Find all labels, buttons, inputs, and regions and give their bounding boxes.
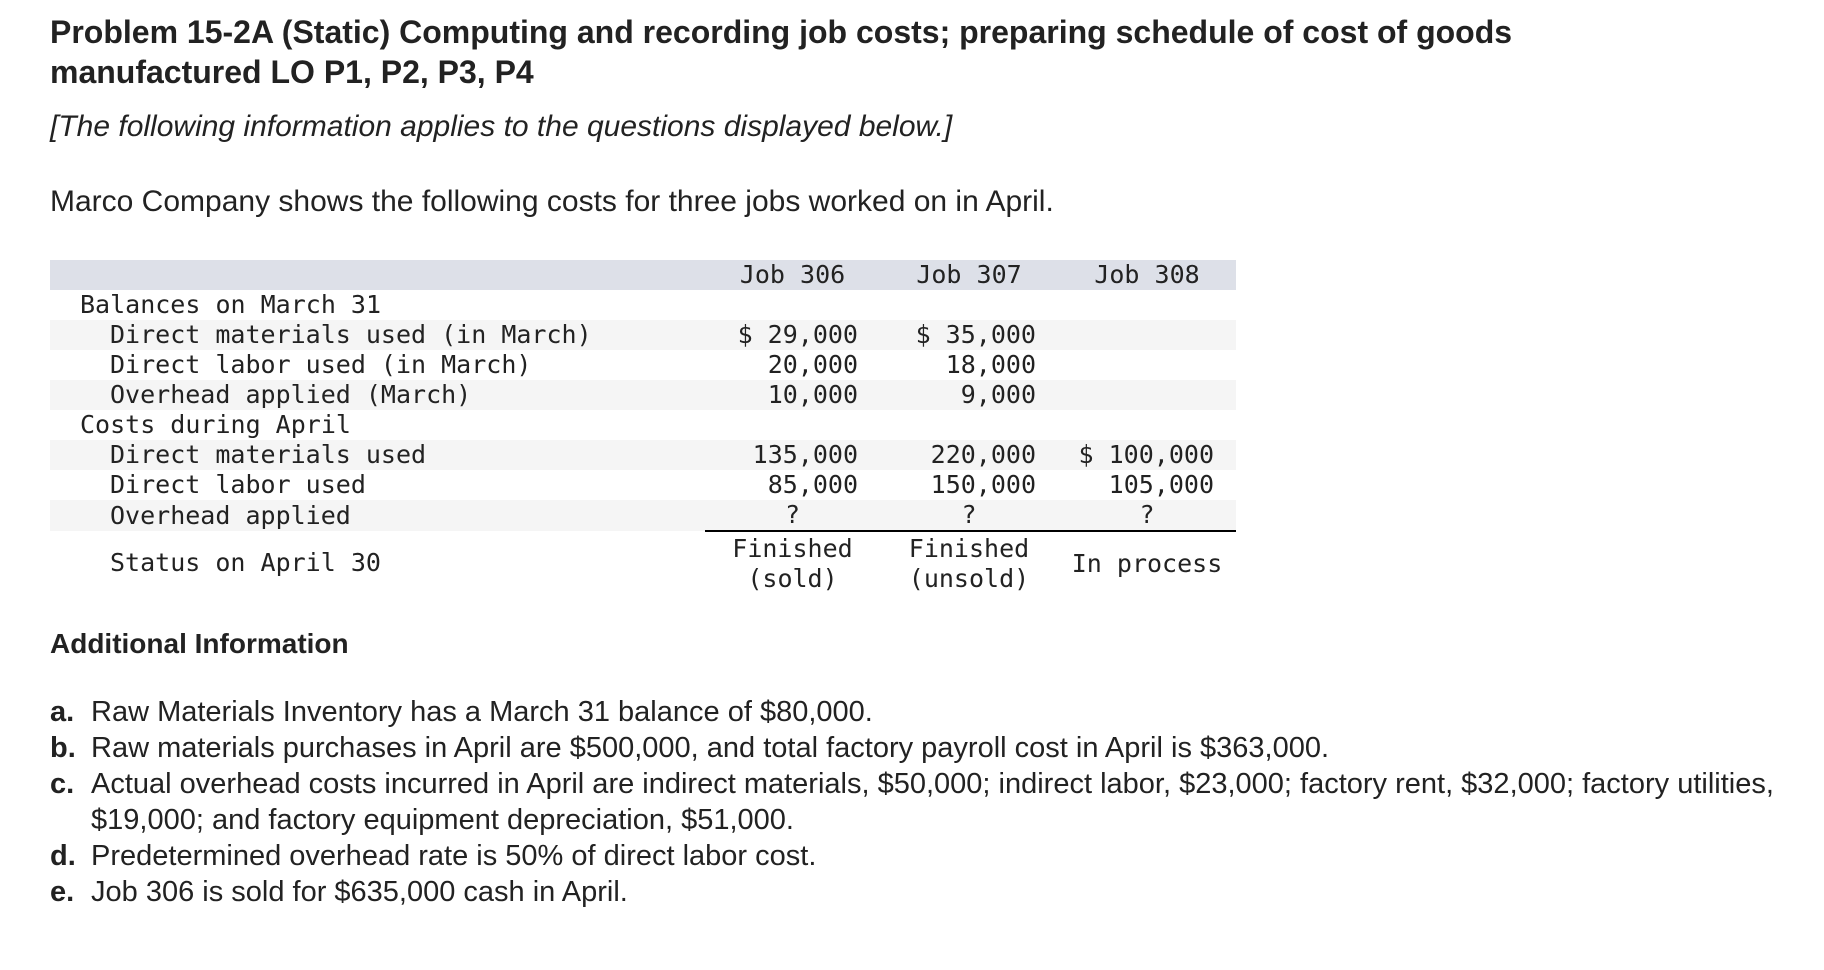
item-letter: b. [50,732,76,764]
item-letter: e. [50,876,75,908]
list-item [50,838,1790,874]
status-job-308 [1058,531,1236,594]
status-line: (sold) [747,564,838,593]
status-line: In process [1071,549,1223,578]
item-text: Raw materials purchases in April are $500,000, and total factory payroll cost in April is $363,000. [91,732,1330,764]
additional-heading: Additional Information [50,628,349,659]
status-job-307 [880,531,1058,594]
section-label: Costs during April [80,410,351,439]
cell-value [1058,380,1236,410]
cell-value: 105,000 [1108,470,1214,499]
cell-value: ? [880,500,1058,531]
cell-value: $ 29,000 [737,320,858,349]
cell-value: 135,000 [752,440,858,469]
section-row [50,290,1236,320]
cell-value: ? [1058,500,1236,531]
cell-value: 220,000 [930,440,1036,469]
item-text: Actual overhead costs incurred in April are indirect materials, $50,000; indirect labor, $23,000; factory rent, $32,000; factory utilities, $19,000; and factory equipment depreciation, $51,000. [91,768,1774,836]
cell-value: 18,000 [945,350,1036,379]
status-line: Finished [732,534,853,563]
cell-value: $ 35,000 [915,320,1036,349]
table-header-row [50,260,1236,290]
row-label: Overhead applied (March) [110,380,472,409]
cell-value [1058,350,1236,380]
status-job-306 [705,531,880,594]
intro-note: [The following information applies to the questions displayed below.] [50,110,953,143]
cell-value: $ 100,000 [1078,440,1214,469]
list-item [50,874,1790,910]
table-row [50,350,1236,380]
item-text: Predetermined overhead rate is 50% of direct labor cost. [91,840,817,872]
problem-title: Problem 15-2A (Static) Computing and recording job costs; preparing schedule of cost of goods manufactured LO P1, P2, P3, P4 [50,14,1513,90]
list-item [50,694,1790,730]
row-label: Direct materials used (in March) [110,320,592,349]
section-row [50,410,1236,440]
item-letter: c. [50,768,75,800]
cell-value: 9,000 [960,380,1036,409]
list-item [50,730,1790,766]
cell-value [1058,320,1236,350]
status-line: Finished [908,534,1030,563]
table-row [50,500,1236,531]
row-label: Direct labor used (in March) [110,350,532,379]
item-letter: d. [50,840,76,872]
status-row [50,531,1236,594]
table-row [50,320,1236,350]
cell-value: ? [705,500,880,531]
table-row [50,470,1236,500]
additional-list [50,694,1790,910]
header-blank [50,260,705,290]
row-label: Direct materials used [110,440,427,469]
status-line: (unsold) [908,564,1030,593]
table-row [50,440,1236,470]
job-cost-table [50,260,1236,594]
cell-value: 10,000 [767,380,858,409]
list-item [50,766,1790,838]
row-label: Direct labor used [110,470,366,499]
cell-value: 85,000 [767,470,858,499]
item-text: Raw Materials Inventory has a March 31 balance of $80,000. [91,696,873,728]
cell-value: 20,000 [767,350,858,379]
header-job-308: Job 308 [1094,260,1200,289]
item-text: Job 306 is sold for $635,000 cash in April. [91,876,628,908]
lead-text: Marco Company shows the following costs for three jobs worked on in April. [50,185,1054,218]
item-letter: a. [50,696,75,728]
row-label: Status on April 30 [110,547,381,577]
header-job-307: Job 307 [916,260,1022,289]
header-job-306: Job 306 [739,260,846,289]
section-label: Balances on March 31 [80,290,382,319]
row-label: Overhead applied [110,500,351,530]
table-row [50,380,1236,410]
cell-value: 150,000 [930,470,1036,499]
